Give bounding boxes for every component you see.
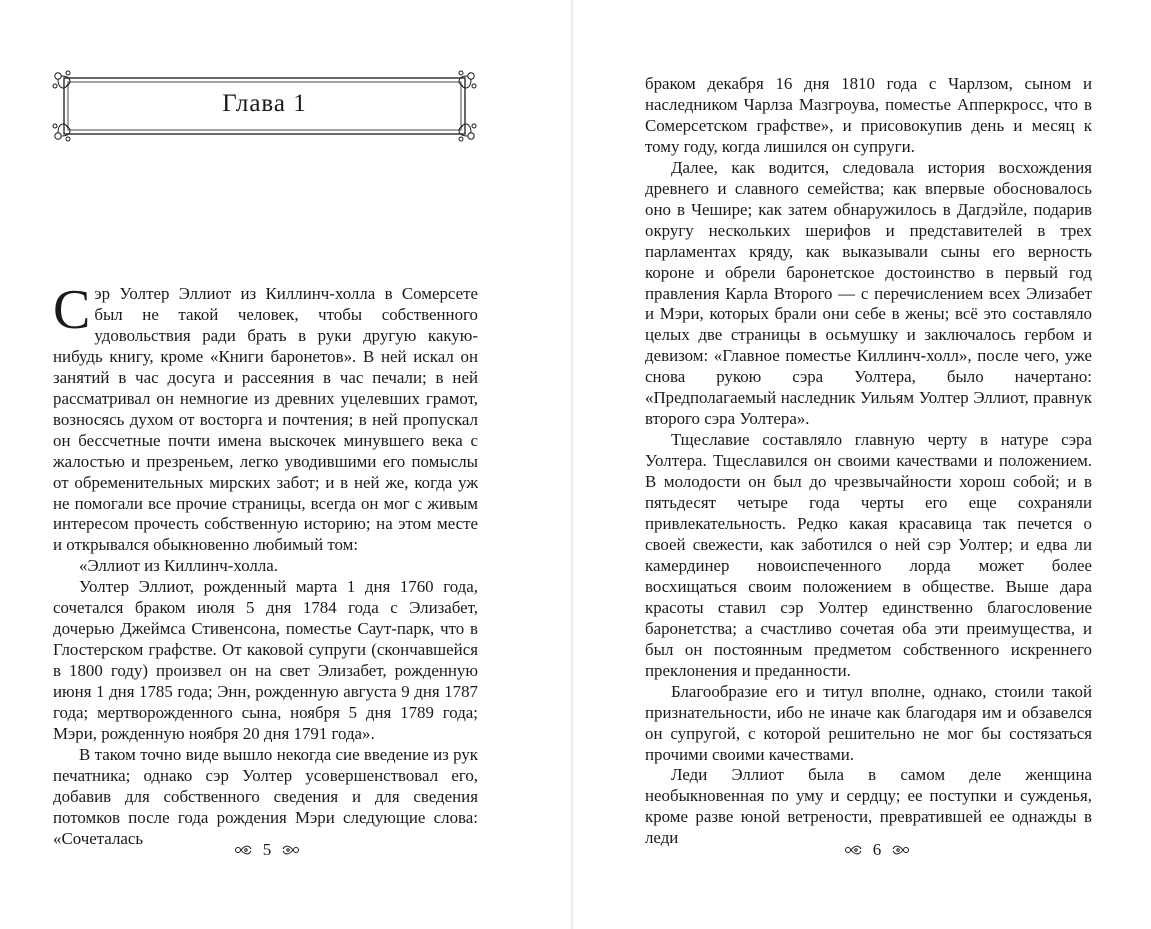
left-page xyxy=(0,0,572,929)
chapter-title: Глава 1 xyxy=(222,90,307,117)
paragraph: Далее, как водится, следовала история восхождения древнего и славного семейства; как впервые обосновалось оно в Чешире; как затем обнаружилось в Дагдэйле, подарив округу нескольких шерифов и представителей в трех парламентах кряду, как выказывали сыны его верность короне и обрели баронетское достоинство в первый год правления Карла Второго — с перечислением всех Элизабет и Мэри, которых брали они себе в жены; всё это составляло целых две страницы в осьмушку и заключалось гербом и девизом: «Главное поместье Киллинч-холл», после чего, уже снова рукою сэра Уолтера, было начертано: «Предполагаемый наследник Уильям Уолтер Эллиот, правнук второго сэра Уолтера». xyxy=(645,157,1092,429)
page-number: 5 xyxy=(262,840,272,859)
paragraph-text: эр Уолтер Эллиот из Киллинч-холла в Сомерсете был не такой человек, чтобы собственного удовольствия ради брать в руки другую какую-нибудь книгу, кроме «Книги баронетов». В ней искал он занятий в час досуга и рассеяния в час печали; в ней рассматривал он немногие из древних уцелевших грамот, возносясь духом от восторга и почтения; в ней пропускал он бессчетные почти имена выскочек минувшего века с жалостью и презреньем, легко уводившими его помыслы от обременительных мирских забот; и в ней же, когда уж не помогали все прочие страницы, всегда он мог с живым интересом прочесть собственную историю; на этом месте и открывался обыкновенно любимый том: xyxy=(53,284,478,555)
paragraph: Благообразие его и титул вполне, однако, стоили такой признательности, ибо не иначе как благодаря им и обзавелся он супругой, с которой решительно не мог бы состязаться прочими своими качествами. xyxy=(645,681,1092,764)
chapter-header xyxy=(52,70,477,142)
paragraph: Леди Эллиот была в самом деле женщина необыкновенная по уму и сердцу; ее поступки и сужденья, кроме разве юной ветрености, превратившей ее однажды в леди xyxy=(645,765,1092,848)
paragraph: Тщеславие составляло главную черту в натуре сэра Уолтера. Тщеславился он своими качествами и положением. В молодости он был до чрезвычайности хорош собой; и в пятьдесят четыре года черты его еще сохраняли привлекательность. Редко какая красавица так печется о своей свежести, как заботился о ней сэр Уолтер; и едва ли камердинер новоиспеченного лорда может более восхищаться своим положением в обществе. Выше дара красоты ставил сэр Уолтер единственно благословение баронетства; а счастливо сочетая оба эти преимущества, и был он постоянным предметом собственного искреннего преклонения и преданности. xyxy=(645,430,1092,680)
page-number-footer xyxy=(207,838,327,862)
paragraph: В таком точно виде вышло некогда сие введение из рук печатника; однако сэр Уолтер усовершенствовал его, добавив для собственного сведения и для сведения потомков после года рождения Мэри следующие слова: «Сочеталась xyxy=(53,744,478,848)
fleuron-icon xyxy=(281,843,301,857)
paragraph xyxy=(53,279,478,556)
drop-cap: С xyxy=(53,279,91,341)
right-body-text xyxy=(645,74,1092,849)
left-body-text xyxy=(53,279,478,850)
paragraph: Уолтер Эллиот, рожденный марта 1 дня 1760 года, сочетался браком июля 5 дня 1784 года с Элизабет, дочерью Джеймса Стивенсона, поместье Саут-парк, что в Глостерском графстве. От каковой супруги (скончавшейся в 1800 году) произвел он на свет Элизабет, рожденную июня 1 дня 1785 года; Энн, рожденную августа 9 дня 1787 года; мертворожденного сына, ноября 5 дня 1789 года; Мэри, рожденную ноября 20 дня 1791 года». xyxy=(53,577,478,744)
fleuron-icon xyxy=(233,843,253,857)
paragraph: браком декабря 16 дня 1810 года с Чарлзом, сыном и наследником Чарлза Мазгроува, поместье Апперкросс, что в Сомерсетском графстве», и присовокупив день и месяц к тому году, когда лишился он супруги. xyxy=(645,74,1092,156)
page-number: 6 xyxy=(872,840,882,859)
paragraph: «Эллиот из Киллинч-холла. xyxy=(79,556,278,576)
